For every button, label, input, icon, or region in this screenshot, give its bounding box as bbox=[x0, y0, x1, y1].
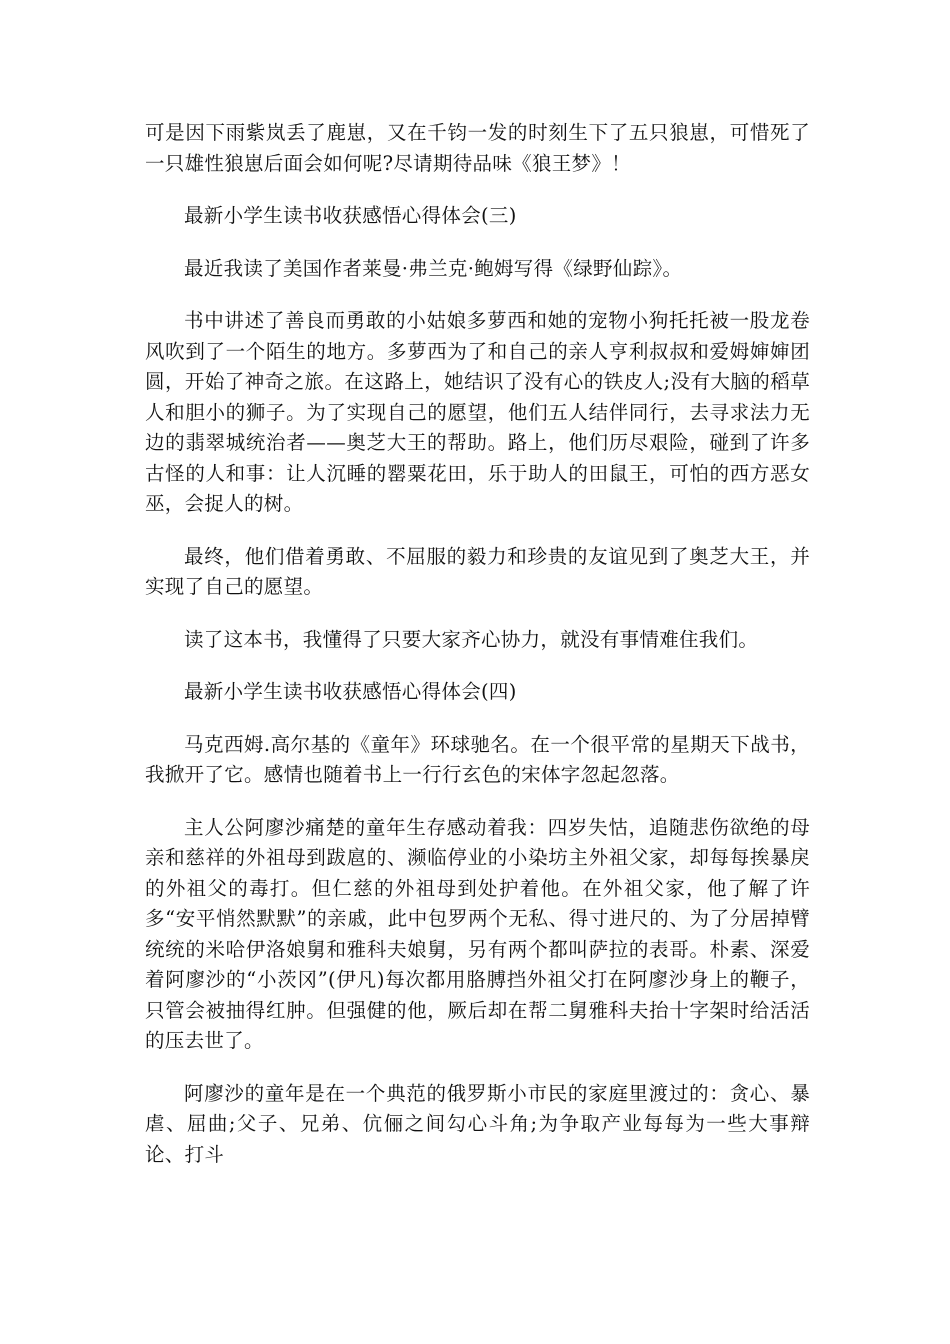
section-heading-4: 最新小学生读书收获感悟心得体会(四) bbox=[184, 680, 517, 703]
paragraph: 阿廖沙的童年是在一个典范的俄罗斯小市民的家庭里渡过的：贪心、暴虐、屈曲;父子、兄弟、伉俪之间勾心斗角;为争取产业每每为一些大事辩论、打斗 bbox=[145, 1081, 810, 1166]
paragraph: 最近我读了美国作者莱曼·弗兰克·鲍姆写得《绿野仙踪》。 bbox=[184, 256, 683, 280]
document-body bbox=[145, 118, 810, 1192]
paragraph: 马克西姆.高尔基的《童年》环球驰名。在一个很平常的星期天下战书，我掀开了它。感情也随着书上一行行玄色的宋体字忽起忽落。 bbox=[145, 732, 810, 786]
section-heading-3: 最新小学生读书收获感悟心得体会(三) bbox=[184, 204, 517, 227]
paragraph: 主人公阿廖沙痛楚的童年生存感动着我：四岁失怙，追随悲伤欲绝的母亲和慈祥的外祖母到跋扈的、濒临停业的小染坊主外祖父家，却每每挨暴戾的外祖父的毒打。但仁慈的外祖母到处护着他。在外祖父家，他了解了许多“安平悄然默默”的亲戚，此中包罗两个无私、得寸进尺的、为了分居掉臂统统的米哈伊洛娘舅和雅科夫娘舅，另有两个都叫萨拉的表哥。朴素、深爱着阿廖沙的“小茨冈”(伊凡)每次都用胳膊挡外祖父打在阿廖沙身上的鞭子，只管会被抽得红肿。但强健的他，厥后却在帮二舅雅科夫抬十字架时给活活的压去世了。 bbox=[145, 815, 810, 1052]
paragraph: 可是因下雨紫岚丢了鹿崽，又在千钧一发的时刻生下了五只狼崽，可惜死了一只雄性狼崽后面会如何呢?尽请期待品味《狼王梦》！ bbox=[145, 121, 810, 175]
paragraph: 最终，他们借着勇敢、不屈服的毅力和珍贵的友谊见到了奥芝大王，并实现了自己的愿望。 bbox=[145, 544, 810, 598]
paragraph: 书中讲述了善良而勇敢的小姑娘多萝西和她的宠物小狗托托被一股龙卷风吹到了一个陌生的地方。多萝西为了和自己的亲人亨利叔叔和爱姆婶婶团圆，开始了神奇之旅。在这路上，她结识了没有心的铁皮人;没有大脑的稻草人和胆小的狮子。为了实现自己的愿望，他们五人结伴同行，去寻求法力无边的翡翠城统治者——奥芝大王的帮助。路上，他们历尽艰险，碰到了许多古怪的人和事：让人沉睡的罂粟花田，乐于助人的田鼠王，可怕的西方恶女巫，会捉人的树。 bbox=[145, 309, 810, 515]
paragraph: 读了这本书，我懂得了只要大家齐心协力，就没有事情难住我们。 bbox=[184, 627, 759, 651]
